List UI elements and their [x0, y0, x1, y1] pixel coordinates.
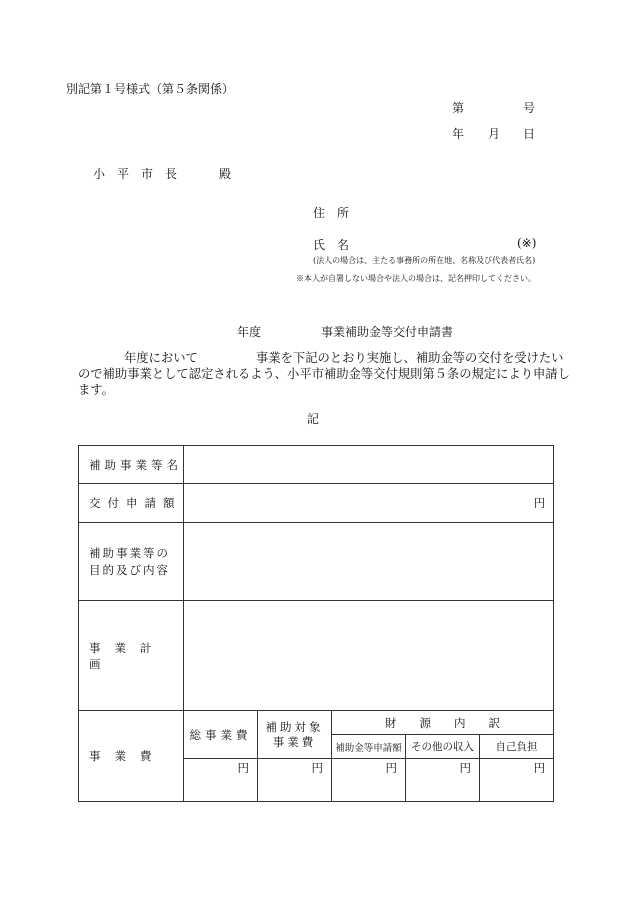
document-title: 事業補助金等交付申請書	[321, 325, 454, 339]
ki-heading: 記	[307, 412, 320, 426]
yen-unit: 円	[311, 761, 323, 775]
corporate-note: (法人の場合は、主たる事務所の所在地、名称及び代表者氏名)	[313, 256, 536, 265]
address-label: 住 所	[313, 206, 350, 220]
yen-unit: 円	[533, 761, 546, 775]
field-total-cost[interactable]	[184, 759, 258, 802]
document-number-prefix: 第	[452, 101, 465, 115]
yen-unit: 円	[459, 761, 471, 775]
yen-unit: 円	[385, 761, 397, 775]
body-line2: ので補助事業として認定されるよう、小平市補助金等交付規則第５条の規定により申請し	[78, 367, 570, 381]
body-line1-a: 年度において	[124, 351, 198, 365]
amount-unit: 円	[533, 496, 546, 510]
row-purpose	[79, 523, 554, 601]
body-paragraph	[78, 350, 570, 398]
col-fund-other: その他の収入	[406, 735, 480, 759]
date-month-label: 月	[488, 127, 501, 141]
field-purpose[interactable]	[184, 523, 554, 601]
application-form-table	[78, 445, 554, 802]
date-year-label: 年	[452, 127, 465, 141]
field-subsidy-target-cost[interactable]	[258, 759, 332, 802]
signature-note: ※本人が自署しない場合や法人の場合は、記名押印してください。	[296, 274, 536, 283]
col-fund-self: 自己負担	[480, 735, 554, 759]
body-line3: ます。	[78, 383, 114, 397]
label-cost: 事業費	[79, 711, 184, 802]
field-plan[interactable]	[184, 601, 554, 711]
col-subsidy-line1: 補助対象	[265, 719, 324, 734]
row-plan	[79, 601, 554, 711]
col-subsidy-line2: 事業費	[272, 734, 317, 749]
name-label: 氏 名	[313, 238, 350, 252]
col-funding-breakdown: 財 源 内 訳	[332, 711, 554, 735]
label-purpose-line1: 補助事業等の	[89, 545, 170, 560]
field-fund-subsidy[interactable]	[332, 759, 406, 802]
field-fund-self[interactable]	[480, 759, 554, 802]
field-amount[interactable]	[184, 484, 554, 523]
label-purpose-line2: 目的及び内容	[89, 562, 170, 577]
form-identifier: 別記第１号様式（第５条関係）	[66, 82, 235, 96]
yen-unit: 円	[237, 761, 249, 775]
label-purpose	[79, 523, 184, 601]
col-fund-subsidy: 補助金等申請額	[332, 735, 406, 759]
body-line1-b: 事業を下記のとおり実施し、補助金等の交付を受けたい	[256, 351, 564, 365]
addressee-title: 小 平 市 長	[93, 167, 178, 181]
seal-mark: (※)	[517, 236, 537, 250]
row-project-name	[79, 446, 554, 484]
field-fund-other[interactable]	[406, 759, 480, 802]
label-amount: 交付申請額	[79, 484, 184, 523]
label-plan: 事業計画	[79, 601, 184, 711]
label-project-name: 補助事業等名	[79, 446, 184, 484]
document-number-suffix: 号	[523, 101, 536, 115]
field-project-name[interactable]	[184, 446, 554, 484]
row-cost-header1	[79, 711, 554, 735]
col-subsidy-target-cost	[258, 711, 332, 759]
addressee-honorific: 殿	[219, 167, 232, 181]
date-day-label: 日	[523, 127, 536, 141]
col-total-cost: 総事業費	[184, 711, 258, 759]
row-amount	[79, 484, 554, 523]
title-fiscal-year: 年度	[237, 325, 262, 339]
